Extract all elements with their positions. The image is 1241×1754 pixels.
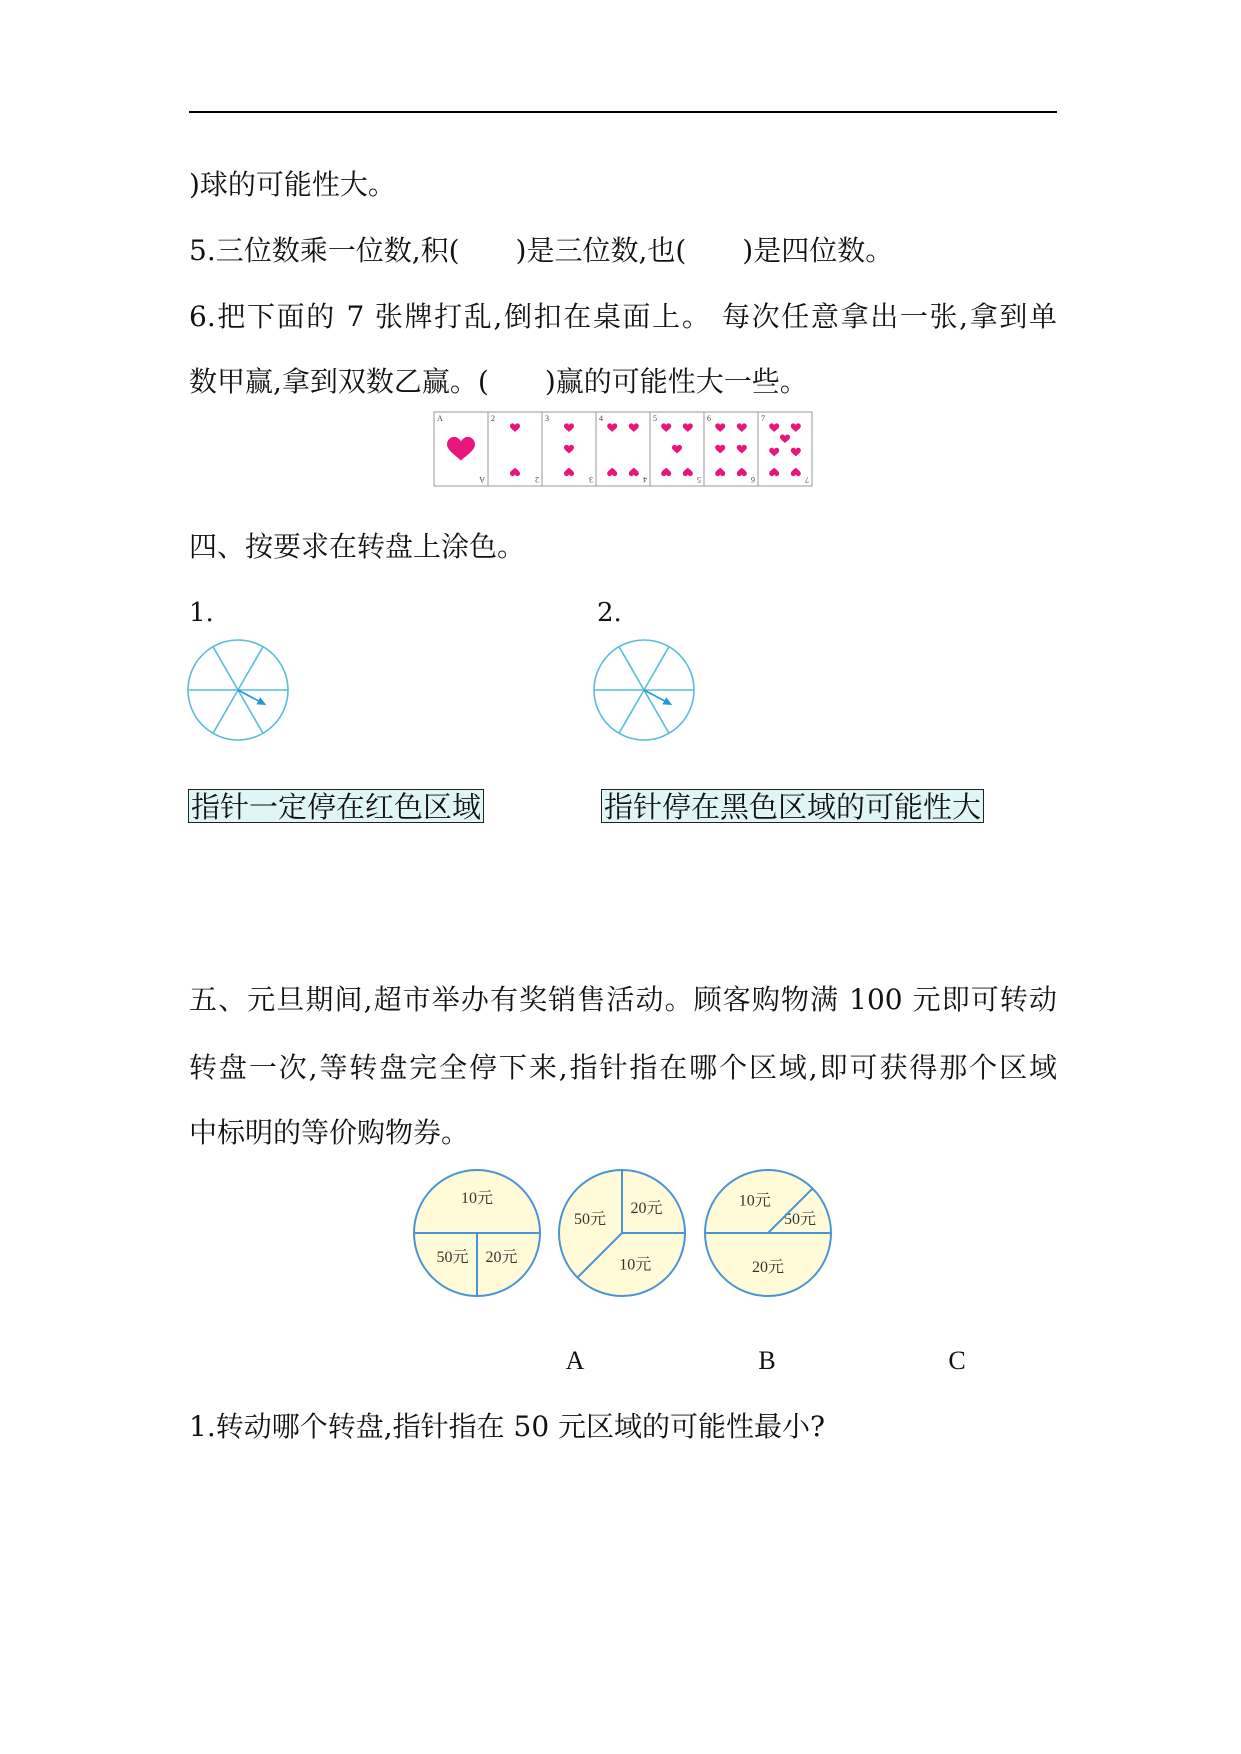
sector-label: 20元 — [630, 1199, 663, 1217]
spinner-1 — [183, 635, 293, 745]
prize-spinner-a — [414, 1170, 540, 1296]
sector-label: 50元 — [784, 1211, 817, 1229]
playing-card — [704, 412, 758, 486]
sector-label: 20元 — [751, 1259, 785, 1277]
question-6-line-2: 数甲赢,拿到双数乙赢。( )赢的可能性大一些。 — [189, 365, 808, 398]
card-rank: 7 — [761, 414, 765, 423]
card-rank-inverted: 2 — [535, 475, 539, 484]
task-box-1: 指针一定停在红色区域 — [188, 789, 484, 823]
playing-card — [434, 412, 488, 486]
card-rank-inverted: 5 — [697, 475, 701, 484]
card-rank-inverted: 6 — [751, 475, 755, 484]
card-rank: 4 — [599, 414, 603, 423]
card-rank: 3 — [545, 414, 549, 423]
prize-spinner-c — [705, 1170, 831, 1296]
card-face — [758, 412, 812, 486]
section-5-intro-line-3: 中标明的等价购物券。 — [189, 1116, 470, 1149]
question-4-tail: )球的可能性大。 — [189, 168, 396, 201]
task-box-2: 指针停在黑色区域的可能性大 — [601, 789, 984, 823]
section-4-title: 四、按要求在转盘上涂色。 — [189, 530, 526, 563]
spinner-label-b: B — [758, 1346, 776, 1375]
sector-label: 50元 — [436, 1249, 469, 1267]
playing-card — [542, 412, 596, 486]
sector-label: 20元 — [485, 1249, 518, 1267]
question-5: 5.三位数乘一位数,积( )是三位数,也( )是四位数。 — [189, 234, 894, 267]
playing-card — [596, 412, 650, 486]
sector-label: 10元 — [460, 1189, 494, 1207]
header-rule — [189, 111, 1057, 113]
sector-label: 10元 — [619, 1256, 652, 1274]
section-5-intro-line-2: 转盘一次,等转盘完全停下来,指针指在哪个区域,即可获得那个区域 — [189, 1051, 1057, 1084]
section-4-item-2-number: 2. — [597, 598, 622, 628]
prize-spinners — [400, 1160, 840, 1310]
card-rank-inverted: A — [479, 475, 485, 484]
card-rank: A — [437, 414, 443, 423]
sector-label: 50元 — [573, 1211, 606, 1229]
playing-card — [650, 412, 704, 486]
card-rank: 6 — [707, 414, 711, 423]
card-rank: 5 — [653, 414, 657, 423]
card-rank-inverted: 7 — [805, 475, 809, 484]
spinner-label-a: A — [565, 1346, 585, 1375]
card-rank-inverted: 3 — [589, 475, 593, 484]
card-face — [704, 412, 758, 486]
sector-label: 10元 — [738, 1192, 771, 1210]
prize-spinner-b — [559, 1170, 685, 1296]
playing-card — [758, 412, 812, 486]
spinner-label-c: C — [948, 1346, 966, 1375]
section-5-intro-line-1: 五、元旦期间,超市举办有奖销售活动。顾客购物满 100 元即可转动 — [189, 983, 1057, 1016]
playing-cards-row — [433, 411, 813, 487]
spinner-2 — [589, 635, 699, 745]
card-rank: 2 — [491, 414, 495, 423]
card-face — [488, 412, 542, 486]
card-face — [596, 412, 650, 486]
question-6-line-1: 6.把下面的 7 张牌打乱,倒扣在桌面上。 每次任意拿出一张,拿到单 — [189, 300, 1057, 333]
playing-card — [488, 412, 542, 486]
section-5-question-1: 1.转动哪个转盘,指针指在 50 元区域的可能性最小? — [189, 1410, 826, 1443]
section-4-item-1-number: 1. — [189, 598, 214, 628]
card-rank-inverted: 4 — [643, 475, 647, 484]
